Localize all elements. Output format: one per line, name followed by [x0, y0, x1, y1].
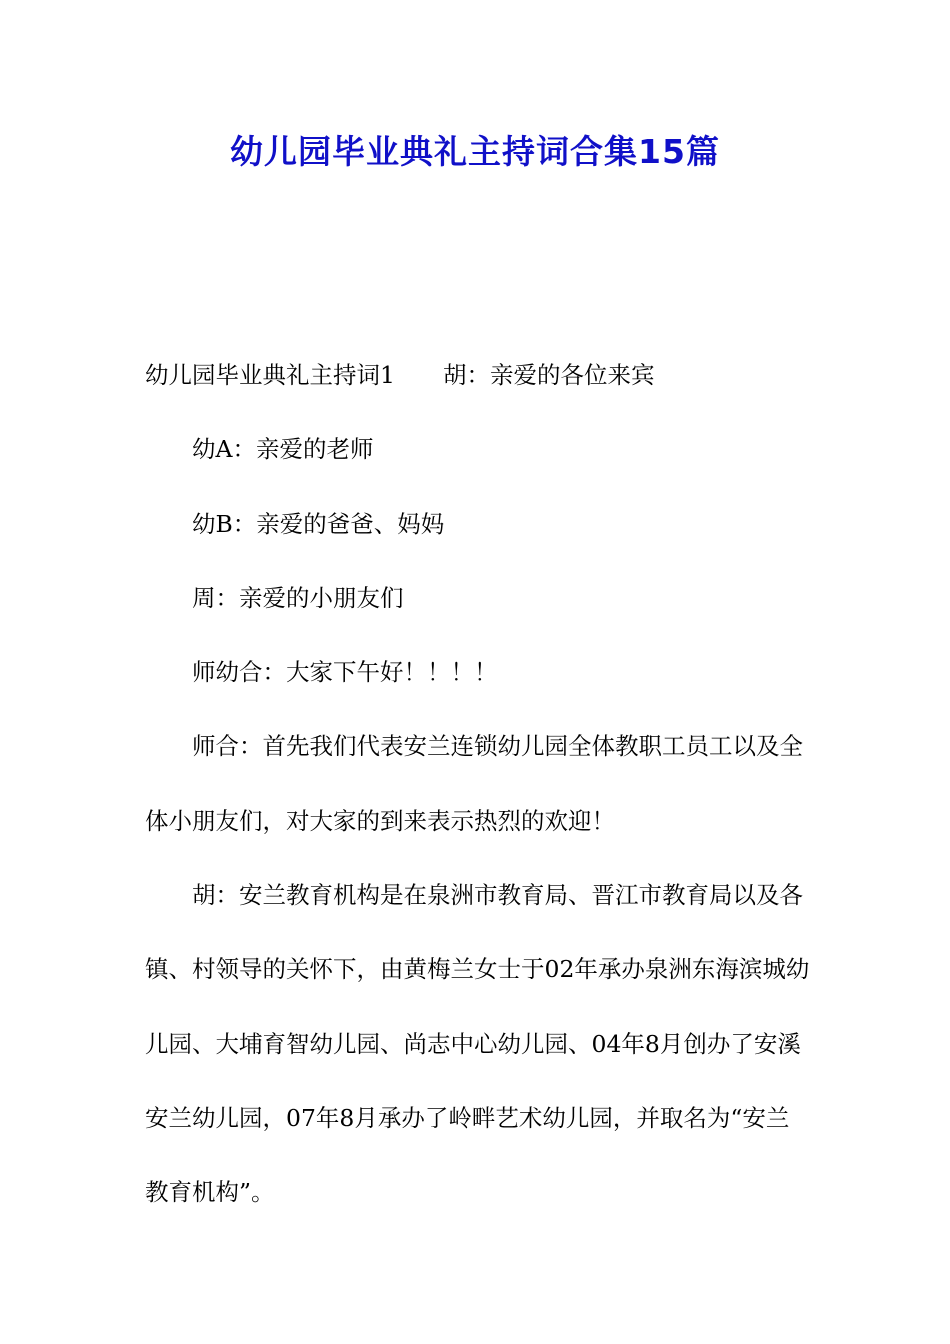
paragraph: 幼A：亲爱的老师 — [192, 435, 374, 464]
document-title: 幼儿园毕业典礼主持词合集15篇 — [230, 132, 720, 171]
paragraph: 周：亲爱的小朋友们 — [192, 583, 404, 612]
paragraph: 幼B：亲爱的爸爸、妈妈 — [192, 509, 445, 538]
paragraph: 胡：安兰教育机构是在泉洲市教育局、晋江市教育局以及各镇、村领导的关怀下，由黄梅兰女士于02年承办泉洲东海滨城幼儿园、大埔育智幼儿园、尚志中心幼儿园、04年8月创办了安溪安兰幼儿园，07年8月承办了岭畔艺术幼儿园，并取名为“安兰教育机构”。 — [145, 881, 810, 1207]
paragraph: 师合：首先我们代表安兰连锁幼儿园全体教职工员工以及全体小朋友们，对大家的到来表示热烈的欢迎！ — [145, 732, 803, 835]
opening-line — [145, 338, 810, 412]
section-heading: 幼儿园毕业典礼主持词1 — [145, 361, 395, 389]
paragraph: 师幼合：大家下午好！！！！ — [192, 658, 498, 687]
opening-speech: 胡：亲爱的各位来宾 — [442, 361, 655, 389]
document-body — [145, 338, 810, 1230]
